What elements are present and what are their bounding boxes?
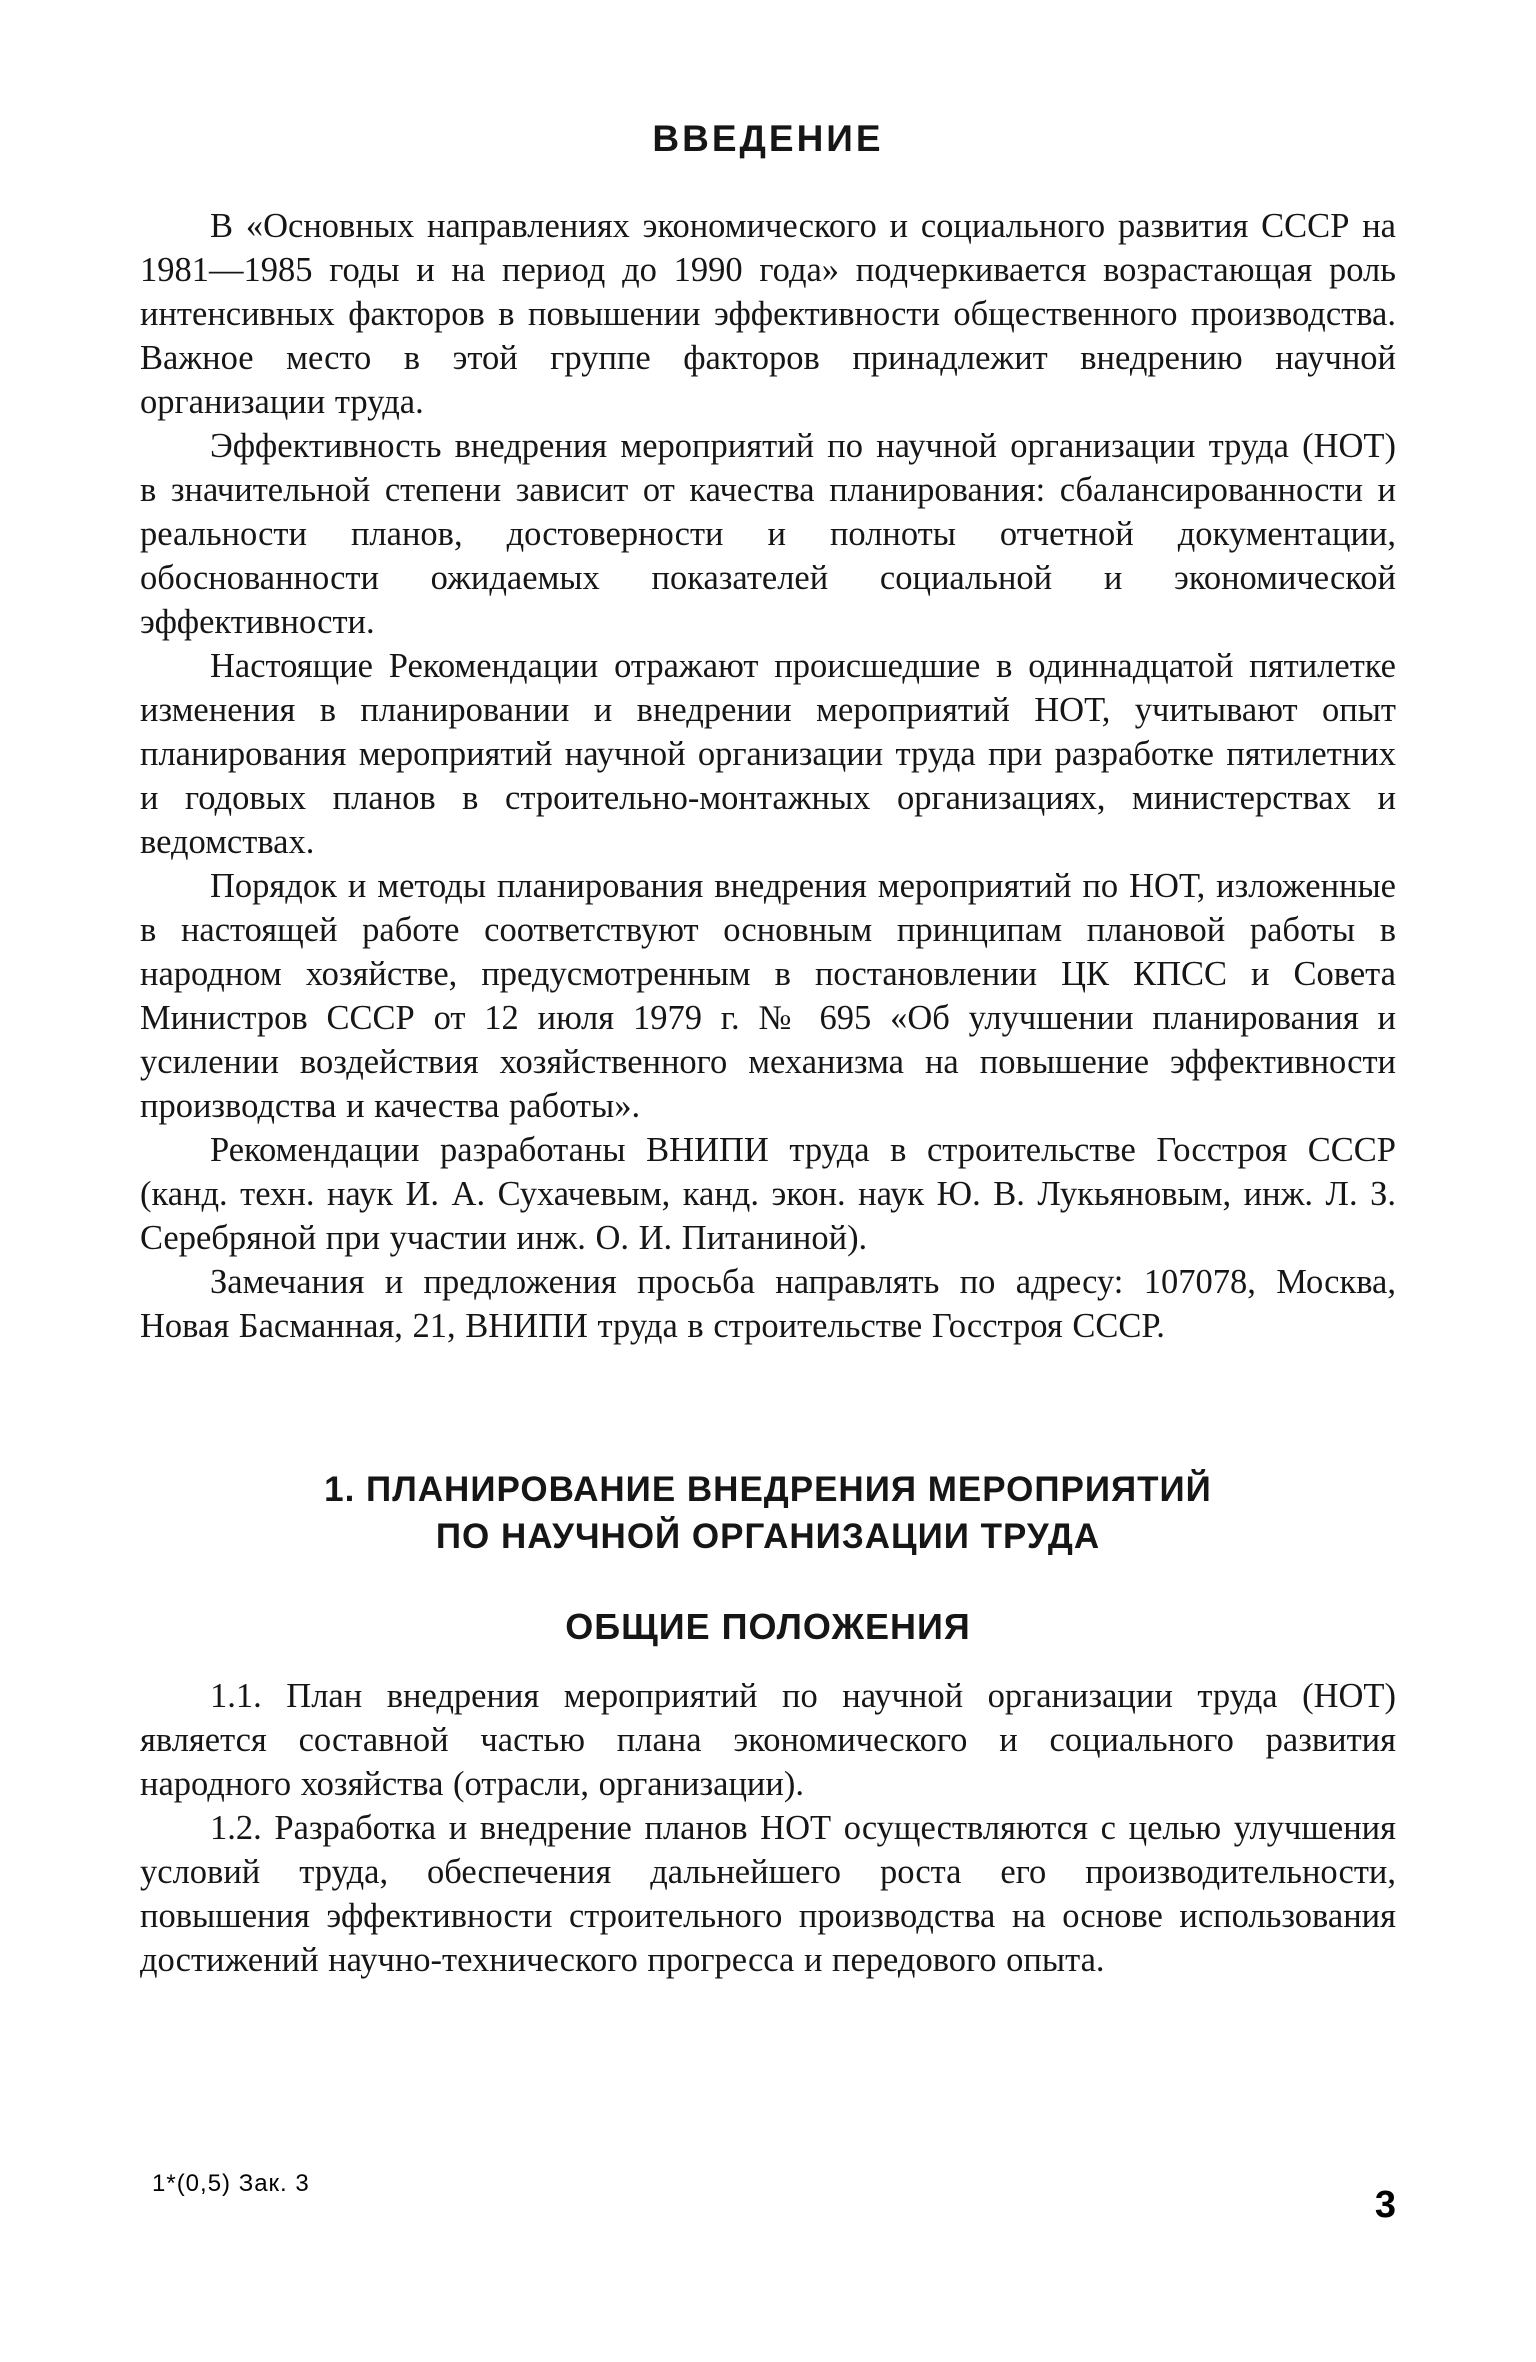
intro-paragraph: Эффективность внедрения мероприятий по научной организации труда (НОТ) в значительной степени зависит от качества планирования: сбалансированности и реальности планов, достоверности и полноты отчетной документации, обоснованности ожидаемых показателей социальной и экономической эффективности.: [140, 427, 1396, 641]
section-heading: [140, 1466, 1396, 1560]
clause-paragraph: 1.2. Разработка и внедрение планов НОТ осуществляются с целью улучшения условий труда, обеспечения дальнейшего роста его производительности, повышения эффективности строительного производства на основе использования достижений научно-технического прогресса и передового опыта.: [140, 1809, 1396, 1979]
intro-paragraph: В «Основных направлениях экономического и социального развития СССР на 1981—1985 годы и на период до 1990 года» подчеркивается возрастающая роль интенсивных факторов в повышении эффективности общественного производства. Важное место в этой группе факторов принадлежит внедрению научной организации труда.: [140, 207, 1396, 421]
page-number: 3: [1374, 2184, 1396, 2226]
intro-paragraph: Замечания и предложения просьба направлять по адресу: 107078, Москва, Новая Басманная, 21, ВНИПИ труда в строительстве Госстроя СССР.: [140, 1263, 1396, 1345]
print-mark: 1*(0,5) Зак. 3: [152, 2170, 310, 2197]
clause-paragraph: 1.1. План внедрения мероприятий по научной организации труда (НОТ) является составной частью плана экономического и социального развития народного хозяйства (отрасли, организации).: [140, 1677, 1396, 1803]
intro-paragraph: Порядок и методы планирования внедрения мероприятий по НОТ, изложенные в настоящей работе соответствуют основным принципам плановой работы в народном хозяйстве, предусмотренным в постановлении ЦК КПСС и Совета Министров СССР от 12 июля 1979 г. № 695 «Об улучшении планирования и усилении воздействия хозяйственного механизма на повышение эффективности производства и качества работы».: [140, 867, 1396, 1125]
intro-paragraph: Настоящие Рекомендации отражают происшедшие в одиннадцатой пятилетке изменения в планировании и внедрении мероприятий НОТ, учитывают опыт планирования мероприятий научной организации труда при разработке пятилетних и годовых планов в строительно-монтажных организациях, министерствах и ведомствах.: [140, 647, 1396, 861]
section-heading-line1: 1. ПЛАНИРОВАНИЕ ВНЕДРЕНИЯ МЕРОПРИЯТИЙ: [324, 1470, 1212, 1509]
section-heading-line2: ПО НАУЧНОЙ ОРГАНИЗАЦИИ ТРУДА: [435, 1517, 1101, 1556]
intro-heading: ВВЕДЕНИЕ: [652, 118, 884, 159]
intro-paragraph: Рекомендации разработаны ВНИПИ труда в строительстве Госстроя СССР (канд. техн. наук И. А. Сухачевым, канд. экон. наук Ю. В. Лукьяновым, инж. Л. З. Серебряной при участии инж. О. И. Питаниной).: [140, 1131, 1396, 1257]
page-footer: [140, 2170, 1396, 2240]
subsection-heading: ОБЩИЕ ПОЛОЖЕНИЯ: [565, 1606, 971, 1647]
